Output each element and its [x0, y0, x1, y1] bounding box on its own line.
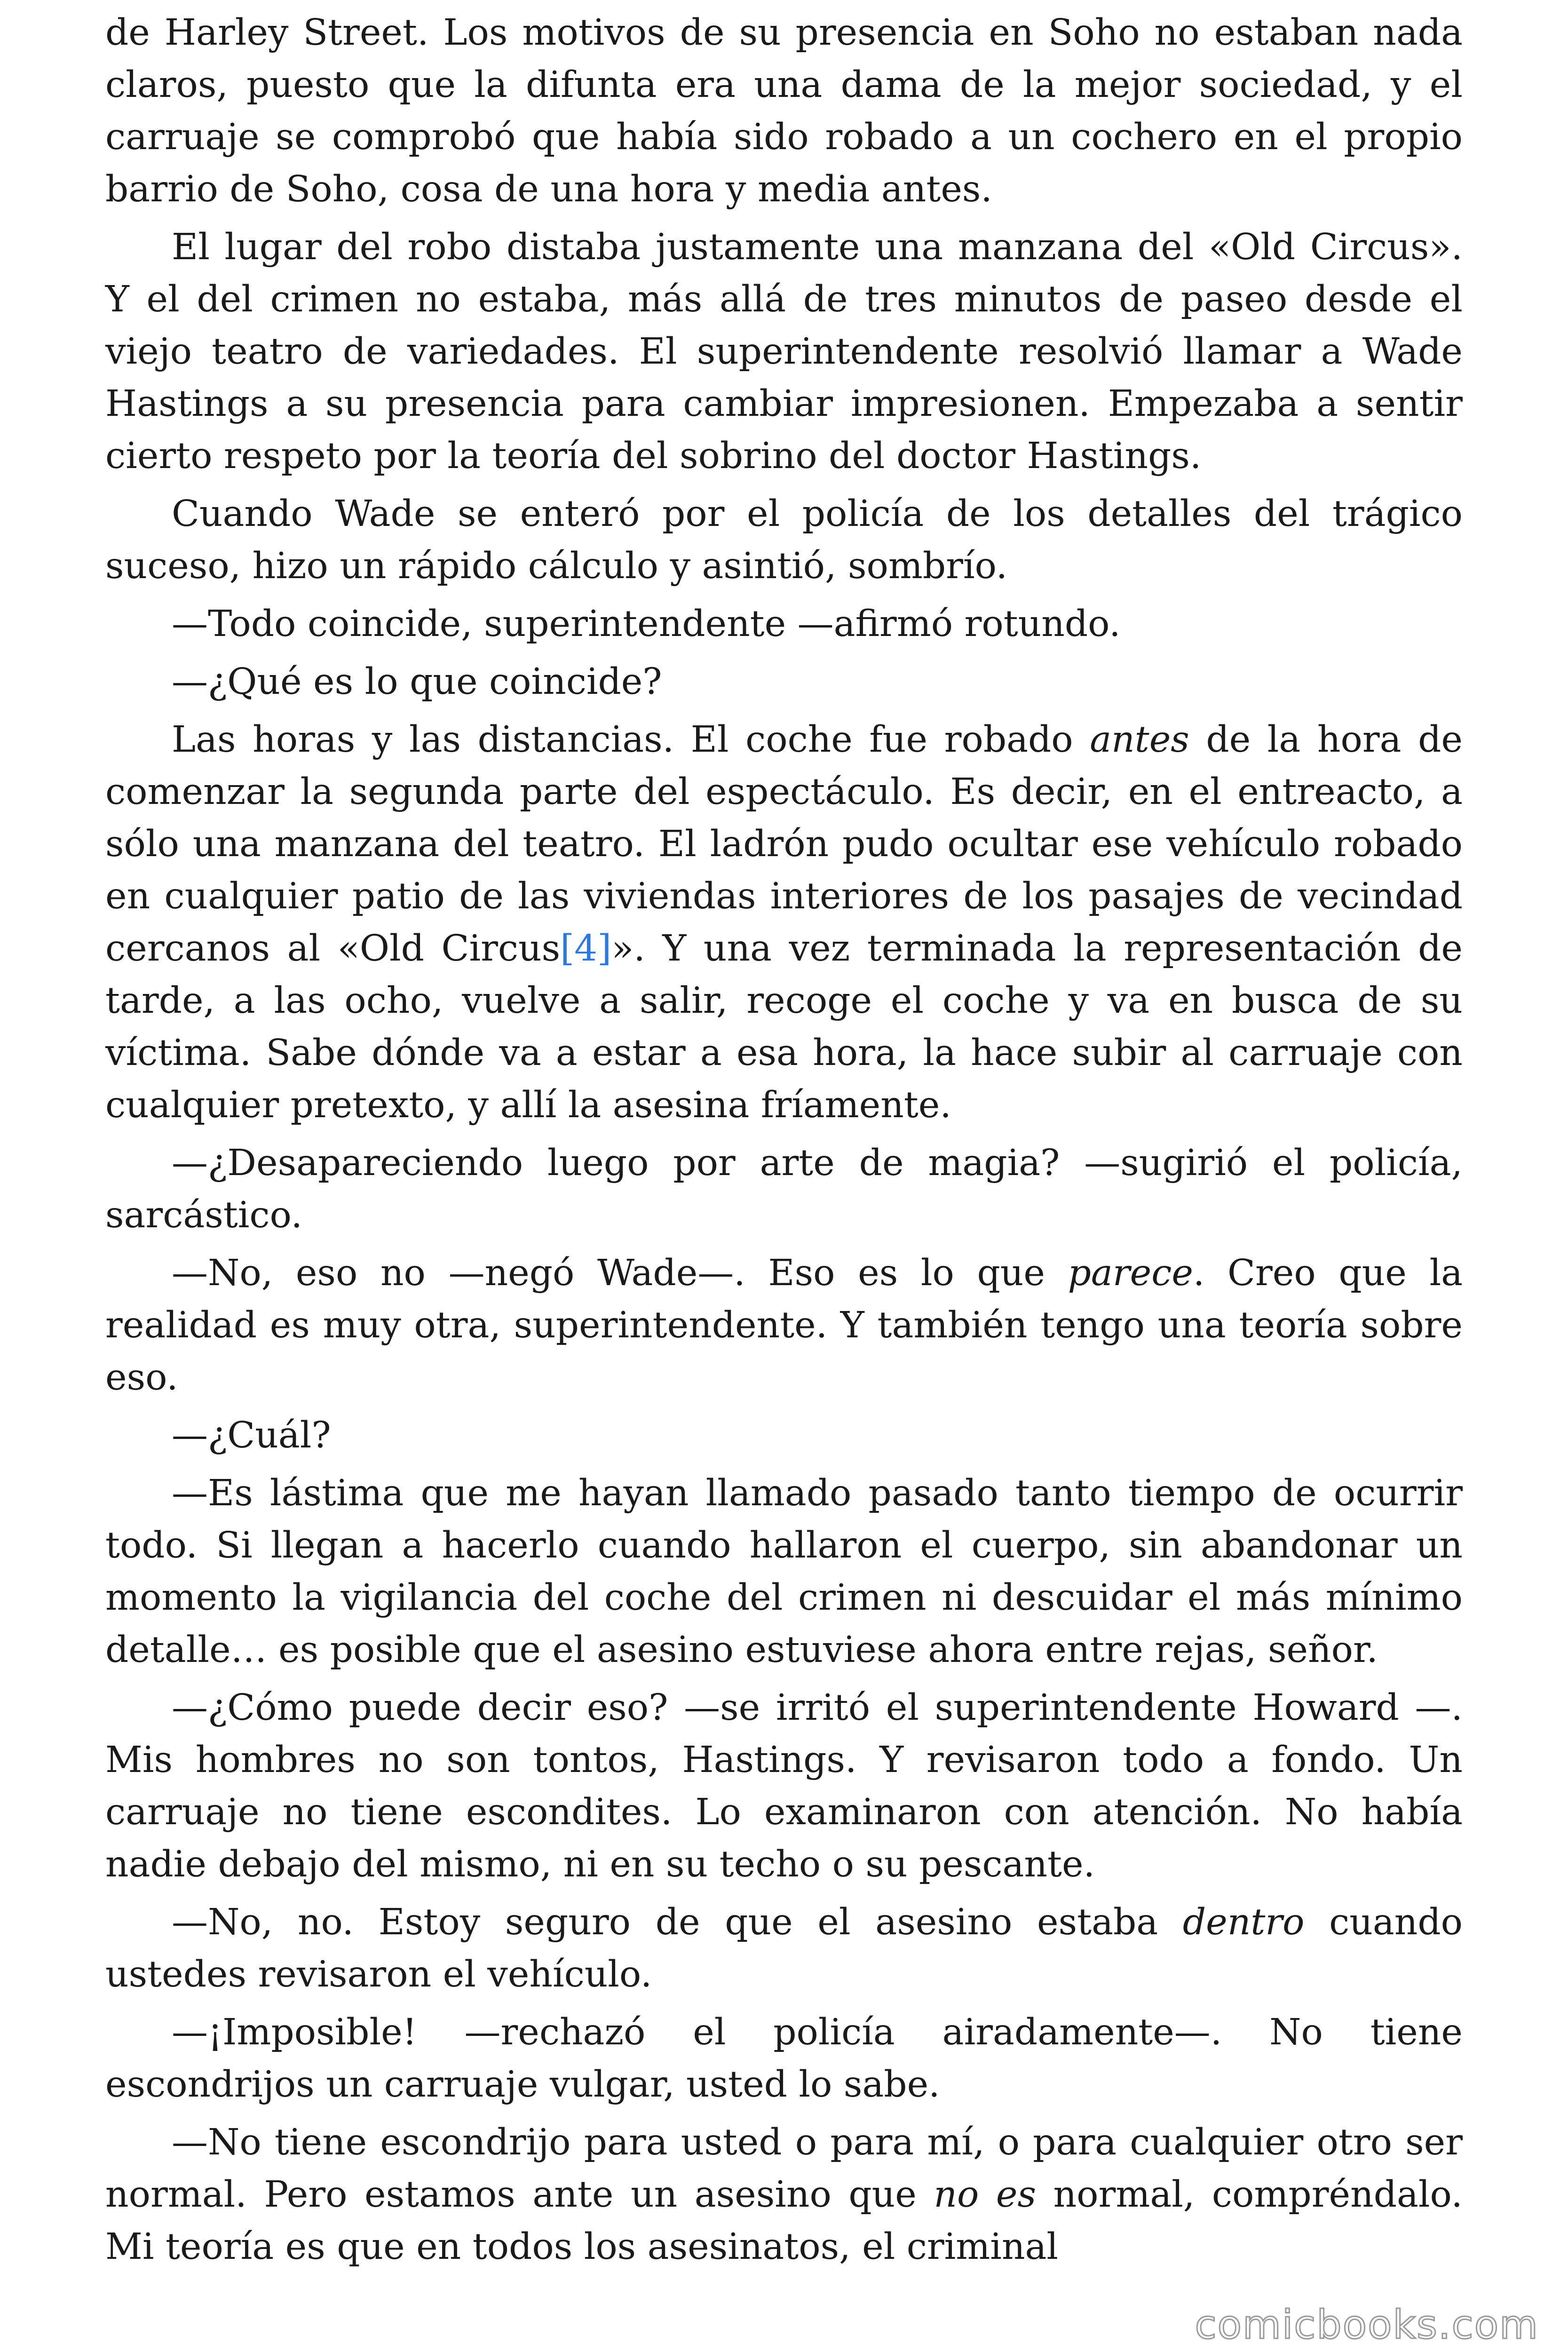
dialogue-line: —¿Cuál?	[172, 1414, 331, 1456]
footnote-link[interactable]: [4]	[560, 928, 612, 969]
dialogue-line: —¿Cómo puede decir eso? —se irritó el superintendente Howard —. Mis hombres no son tontos, Hastings. Y revisaron todo a fondo. Un carruaje no tiene escondites. Lo examinaron con atención. No había nadie debajo del mismo, ni en su techo o su pescante.	[105, 1687, 1463, 1885]
text-run: . Creo que la realidad es muy otra, superintendente. Y también tengo una teoría sobre eso.	[105, 1252, 1463, 1398]
italic-text: antes	[1090, 719, 1189, 761]
text-run: —No, eso no —negó Wade—. Eso es lo que	[172, 1252, 1068, 1294]
italic-text: parece	[1068, 1252, 1193, 1294]
text-run: Las horas y las distancias. El coche fue robado	[172, 719, 1090, 761]
dialogue-line: —¡Imposible! —rechazó el policía airadamente—. No tiene escondrijos un carruaje vulgar, usted lo sabe.	[105, 2011, 1463, 2106]
paragraph: de Harley Street. Los motivos de su presencia en Soho no estaban nada claros, puesto que la difunta era una dama de la mejor sociedad, y el carruaje se comprobó que había sido robado a un cochero en el propio barrio de Soho, cosa de una hora y media antes.	[105, 12, 1463, 210]
book-page	[105, 7, 1463, 2344]
text-run: normal, compréndalo. Mi teoría es que en todos los asesinatos, el criminal	[105, 2174, 1463, 2268]
dialogue-line: —Todo coincide, superintendente —afirmó rotundo.	[172, 603, 1121, 645]
paragraph: Cuando Wade se enteró por el policía de los detalles del trágico suceso, hizo un rápido cálculo y asintió, sombrío.	[105, 493, 1463, 587]
text-run: ». Y una vez terminada la representación de tarde, a las ocho, vuelve a salir, recoge el coche y va en busca de su víctima. Sabe dónde va a estar a esa hora, la hace subir al carruaje con cualquier pretexto, y allí la asesina fríamente.	[105, 928, 1463, 1126]
dialogue-line	[105, 2116, 1463, 2273]
watermark: comicbooks.com	[1195, 2302, 1539, 2348]
text-run: cuando ustedes revisaron el vehículo.	[105, 1901, 1463, 1995]
text-run: —No, no. Estoy seguro de que el asesino estaba	[172, 1901, 1183, 1943]
dialogue-line	[105, 1247, 1463, 1404]
paragraph: El lugar del robo distaba justamente una manzana del «Old Circus». Y el del crimen no estaba, más allá de tres minutos de paseo desde el viejo teatro de variedades. El superintendente resolvió llamar a Wade Hastings a su presencia para cambiar impresionen. Empezaba a sentir cierto respeto por la teoría del sobrino del doctor Hastings.	[105, 226, 1463, 477]
dialogue-line	[105, 1896, 1463, 2001]
paragraph	[105, 714, 1463, 1131]
dialogue-line: —¿Qué es lo que coincide?	[172, 661, 662, 703]
italic-text: no es	[934, 2174, 1037, 2216]
dialogue-line: —¿Desapareciendo luego por arte de magia? —sugirió el policía, sarcástico.	[105, 1142, 1463, 1236]
text-run: de la hora de comenzar la segunda parte del espectáculo. Es decir, en el entreacto, a sólo una manzana del teatro. El ladrón pudo ocultar ese vehículo robado en cualquier patio de las viviendas interiores de los pasajes de vecindad cercanos al «Old Circus	[105, 719, 1463, 969]
text-run: —No tiene escondrijo para usted o para mí, o para cualquier otro ser normal. Pero estamos ante un asesino que	[105, 2122, 1463, 2216]
dialogue-line: —Es lástima que me hayan llamado pasado tanto tiempo de ocurrir todo. Si llegan a hacerlo cuando hallaron el cuerpo, sin abandonar un momento la vigilancia del coche del crimen ni descuidar el más mínimo detalle… es posible que el asesino estuviese ahora entre rejas, señor.	[105, 1472, 1463, 1671]
italic-text: dentro	[1182, 1901, 1305, 1943]
